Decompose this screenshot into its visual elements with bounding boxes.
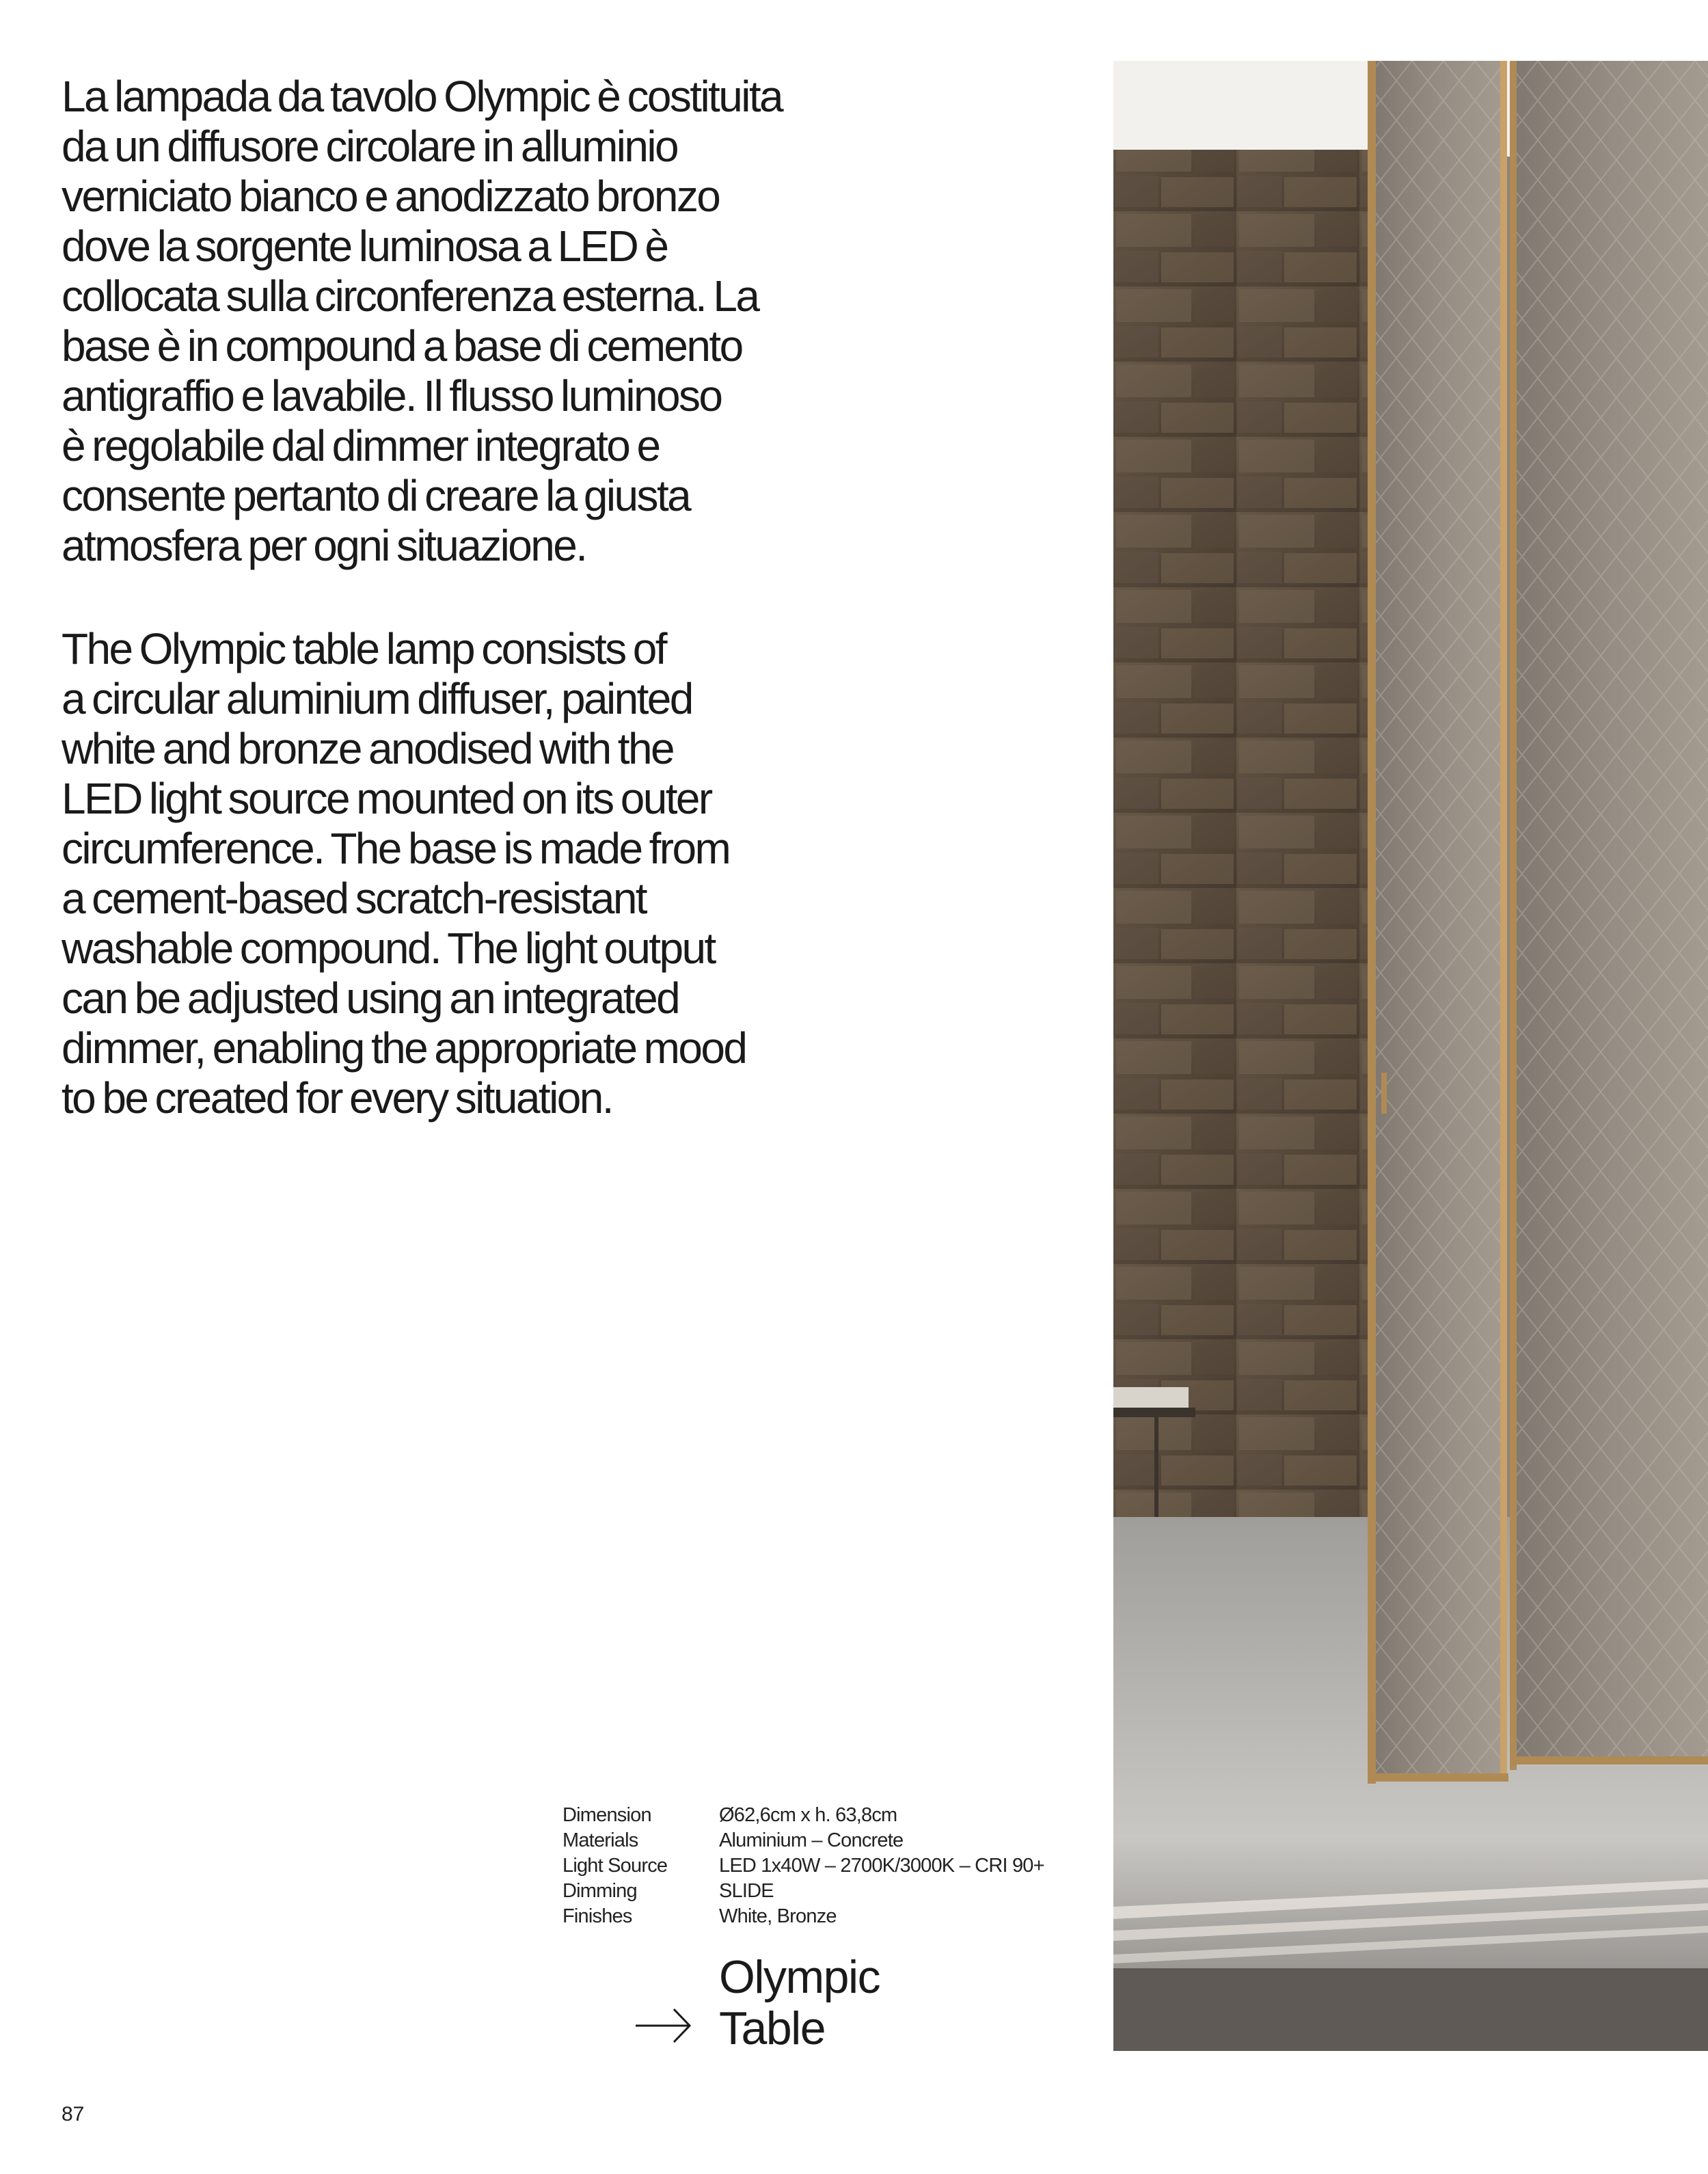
text-line: white and bronze anodised with the — [62, 724, 673, 773]
text-line: base è in compound a base di cemento — [62, 321, 742, 371]
product-name-line2: Table — [719, 2002, 826, 2054]
text-line: a cement-based scratch-resistant — [62, 874, 646, 923]
arrow-right-icon — [636, 2005, 692, 2046]
spec-value: Aluminium – Concrete — [719, 1829, 904, 1851]
text-line: è regolabile dal dimmer integrato e — [62, 421, 660, 470]
spec-row-materials — [562, 1828, 1044, 1853]
text-line: da un diffusore circolare in alluminio — [62, 122, 678, 171]
text-line: dove la sorgente luminosa a LED è — [62, 222, 668, 271]
description-english — [62, 624, 943, 1123]
description-italian — [62, 72, 943, 571]
spec-label: Dimming — [562, 1880, 637, 1902]
text-line: La lampada da tavolo Olympic è costituita — [62, 72, 783, 121]
spec-row-dimming — [562, 1879, 1044, 1904]
spec-value: LED 1x40W – 2700K/3000K – CRI 90+ — [719, 1855, 1044, 1877]
spec-value: SLIDE — [719, 1880, 774, 1902]
spec-label: Finishes — [562, 1905, 632, 1927]
text-line: circumference. The base is made from — [62, 824, 730, 873]
text-line: verniciato bianco e anodizzato bronzo — [62, 172, 720, 221]
text-line: antigraffio e lavabile. Il flusso luminoso — [62, 371, 722, 420]
text-line: a circular aluminium diffuser, painted — [62, 674, 692, 723]
spec-value: Ø62,6cm x h. 63,8cm — [719, 1804, 897, 1826]
page-number: 87 — [62, 2103, 85, 2125]
text-line: consente pertanto di creare la giusta — [62, 471, 690, 520]
text-line: LED light source mounted on its outer — [62, 774, 711, 823]
specs-table — [562, 1803, 1044, 1929]
product-photo — [1113, 61, 1708, 2051]
spec-row-dimension — [562, 1803, 1044, 1828]
text-line: can be adjusted using an integrated — [62, 974, 679, 1023]
text-line: atmosfera per ogni situazione. — [62, 521, 586, 570]
spec-label: Light Source — [562, 1855, 668, 1877]
spec-label: Dimension — [562, 1804, 651, 1826]
text-line: The Olympic table lamp consists of — [62, 624, 666, 673]
text-line: dimmer, enabling the appropriate mood — [62, 1023, 746, 1073]
product-link[interactable] — [636, 1952, 880, 2054]
text-line: to be created for every situation. — [62, 1073, 612, 1123]
text-line: washable compound. The light output — [62, 924, 715, 973]
product-name — [719, 1952, 880, 2054]
text-line: collocata sulla circonferenza esterna. La — [62, 271, 759, 321]
spec-row-light-source — [562, 1853, 1044, 1879]
product-name-line1: Olympic — [719, 1951, 880, 2003]
spec-label: Materials — [562, 1829, 638, 1851]
spec-value: White, Bronze — [719, 1905, 837, 1927]
spec-row-finishes — [562, 1904, 1044, 1929]
